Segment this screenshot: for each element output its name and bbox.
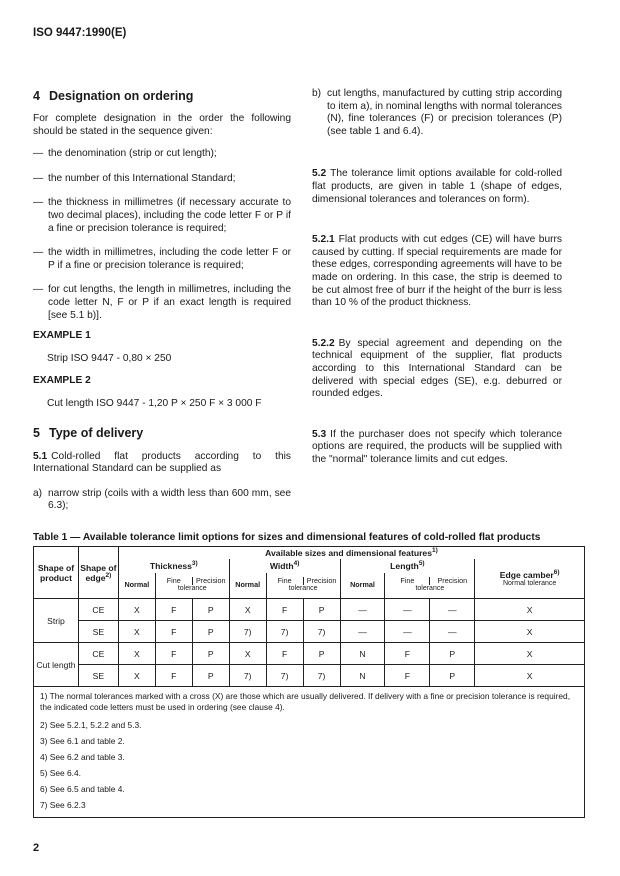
example-1-text: Strip ISO 9447 - 0,80 × 250 <box>47 352 172 364</box>
table-note: 4) See 6.2 and table 3. <box>40 752 125 762</box>
list-item: — for cut lengths, the length in millimetres, including the code letter N, F or P if an exact length is required [see 5.1 b)]. <box>33 284 291 321</box>
cell: CE <box>78 643 118 665</box>
cell: — <box>385 599 430 621</box>
section-5-2-1-text: 5.2.1 Flat products with cut edges (CE) will have burrs caused by cutting. If special requirements are made for these edges, corresponding agreements will have to be made on ordering. In this case, the strip is deemed to be cut almost free of burr if the height of the burr is less than 10 % of the product thickness. <box>312 234 562 309</box>
header-shape-of-product: Shape of product <box>34 547 79 599</box>
cell: 7) <box>229 665 266 687</box>
cell: X <box>475 643 585 665</box>
cell: — <box>340 599 385 621</box>
cell: X <box>475 621 585 643</box>
cell: F <box>385 643 430 665</box>
cell: CE <box>78 599 118 621</box>
header-available-sizes: Available sizes and dimensional features$^{1)}$ <box>118 547 584 559</box>
cell: — <box>340 621 385 643</box>
header-thickness: Thickness$^{3)}$ <box>118 559 229 573</box>
section-4-heading: 4 Designation on ordering <box>33 89 194 103</box>
list-item: — the denomination (strip or cut length); <box>33 148 217 160</box>
list-item: a) narrow strip (coils with a width less than 600 mm, see 6.3); <box>33 487 291 512</box>
section-4-intro: For complete designation in the order the following should be stated in the sequence given: <box>33 113 291 137</box>
cell: P <box>303 643 340 665</box>
cell: — <box>385 621 430 643</box>
subheader-normal: Normal <box>340 573 385 599</box>
cell: X <box>118 665 155 687</box>
cell: SE <box>78 621 118 643</box>
example-1-label: EXAMPLE 1 <box>33 330 91 342</box>
list-item: — the width in millimetres, including the code letter F or P if a fine or precision tolerance is required; <box>33 247 291 271</box>
list-item: — the number of this International Standard; <box>33 172 236 184</box>
cell: P <box>192 599 229 621</box>
section-5-2-text: 5.2 The tolerance limit options available for cold-rolled flat products, are given in table 1 (shape of edges, dimensional tolerances and tolerances on form). <box>312 168 562 205</box>
header-width: Width$^{4)}$ <box>229 559 340 573</box>
table-note: 3) See 6.1 and table 2. <box>40 736 125 746</box>
document-header: ISO 9447:1990(E) <box>33 27 127 39</box>
tolerance-table <box>33 546 585 818</box>
cell: X <box>475 665 585 687</box>
cell: 7) <box>266 621 303 643</box>
list-item: b) cut lengths, manufactured by cutting strip according to item a), in nominal lengths with normal tolerances (N), fine tolerances (F) or precision tolerances (P) (see table 1 and 6.4). <box>312 88 562 137</box>
cell: P <box>192 621 229 643</box>
section-5-3-text: 5.3 If the purchaser does not specify which tolerance options are required, the products will be supplied with the "normal" tolerance limits and cut edges. <box>312 428 562 465</box>
cell: SE <box>78 665 118 687</box>
header-length: Length$^{5)}$ <box>340 559 475 573</box>
cell: F <box>155 599 192 621</box>
table-row <box>34 665 585 687</box>
header-shape-of-edge: Shape of edge$^{2)}$ <box>78 547 118 599</box>
example-2-text: Cut length ISO 9447 - 1,20 P × 250 F × 3 000 F <box>47 397 262 409</box>
cell: F <box>155 665 192 687</box>
right-column <box>312 88 562 466</box>
cell: 7) <box>303 621 340 643</box>
table-notes <box>34 687 585 818</box>
cell: X <box>118 599 155 621</box>
section-5-1-text: 5.1 Cold-rolled flat products according to this International Standard can be supplied as <box>33 450 291 475</box>
subheader-fine-precision: Fine Precision tolerance <box>266 573 340 599</box>
product-cell: Cut length <box>34 643 79 687</box>
left-column <box>33 88 291 513</box>
cell: P <box>430 665 475 687</box>
table-note: 1) The normal tolerances marked with a cross (X) are those which are usually delivered. If delivery with a fine or precision tolerance is required, the indicated code letters must be used in ordering (see clause 4). <box>40 691 571 712</box>
cell: X <box>118 621 155 643</box>
table-note: 7) See 6.2.3 <box>40 800 86 810</box>
cell: 7) <box>266 665 303 687</box>
table-row <box>34 599 585 621</box>
cell: P <box>430 643 475 665</box>
cell: X <box>229 643 266 665</box>
header-edge-camber: Edge camber$^{6)}$ Normal tolerance <box>475 559 585 599</box>
cell: F <box>155 621 192 643</box>
cell: P <box>192 643 229 665</box>
example-2-label: EXAMPLE 2 <box>33 375 91 387</box>
cell: — <box>430 621 475 643</box>
cell: F <box>385 665 430 687</box>
subheader-normal: Normal <box>118 573 155 599</box>
section-5-2-2-text: 5.2.2 By special agreement and depending on the technical equipment of the supplier, flat products according to this International Standard can be delivered with special edges (SE), e.g. deburred or rounded edges. <box>312 337 562 400</box>
cell: F <box>266 599 303 621</box>
table-caption: Table 1 — Available tolerance limit options for sizes and dimensional features of cold-rolled flat products <box>33 532 541 543</box>
cell: P <box>192 665 229 687</box>
table-row <box>34 621 585 643</box>
list-item: — the thickness in millimetres (if necessary accurate to two decimal places), including the code letter F or P if a fine or precision tolerance is required; <box>33 197 291 234</box>
section-5-heading: 5 Type of delivery <box>33 425 144 440</box>
subheader-normal: Normal <box>229 573 266 599</box>
cell: X <box>118 643 155 665</box>
cell: N <box>340 643 385 665</box>
cell: — <box>430 599 475 621</box>
cell: F <box>266 643 303 665</box>
table-row <box>34 643 585 665</box>
page-number: 2 <box>33 842 40 854</box>
cell: 7) <box>229 621 266 643</box>
cell: F <box>155 643 192 665</box>
cell: X <box>229 599 266 621</box>
cell: P <box>303 599 340 621</box>
table-note: 6) See 6.5 and table 4. <box>40 784 125 794</box>
cell: 7) <box>303 665 340 687</box>
cell: N <box>340 665 385 687</box>
table-note: 5) See 6.4. <box>40 768 81 778</box>
product-cell: Strip <box>34 599 79 643</box>
cell: X <box>475 599 585 621</box>
table-note: 2) See 5.2.1, 5.2.2 and 5.3. <box>40 720 142 730</box>
subheader-fine-precision: Fine Precision tolerance <box>385 573 475 599</box>
subheader-fine-precision: Fine Precision tolerance <box>155 573 229 599</box>
